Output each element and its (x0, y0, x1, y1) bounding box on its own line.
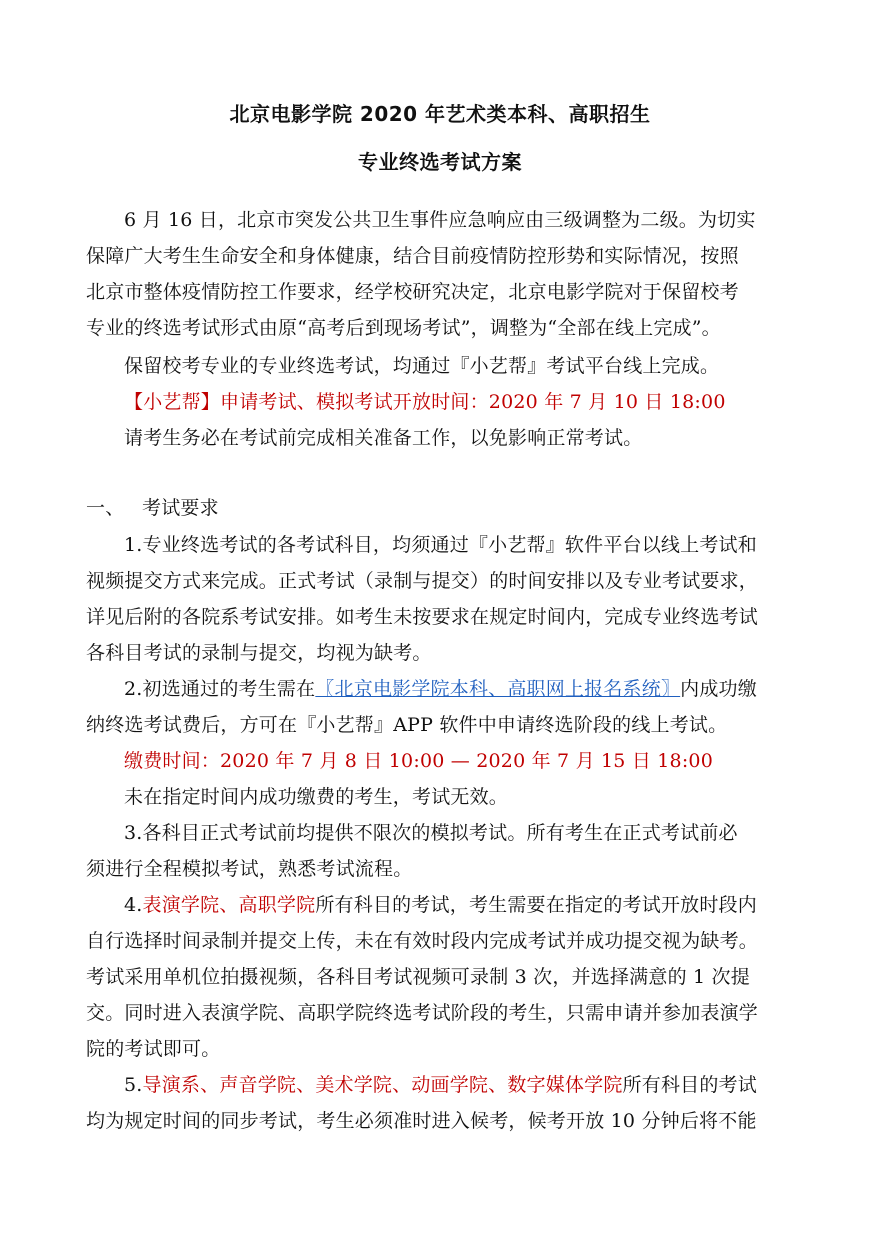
payment-note: 未在指定时间内成功缴费的考生，考试无效。 (124, 786, 509, 808)
item4-line3: 考试采用单机位拍摄视频，各科目考试视频可录制 3 次，并选择满意的 1 次提 (86, 966, 750, 988)
registration-system-link[interactable]: 〖北京电影学院本科、高职网上报名系统〗 (315, 678, 681, 700)
item4-schools: 表演学院、高职学院 (142, 894, 316, 916)
payment-time-notice: 缴费时间：2020 年 7 月 8 日 10:00 — 2020 年 7 月 15 日 18:00 (124, 750, 714, 772)
intro-p1-line4: 专业的终选考试形式由原“高考后到现场考试”，调整为“全部在线上完成”。 (86, 317, 721, 339)
section1-title: 考试要求 (142, 497, 219, 519)
item5-number: 5. (124, 1074, 143, 1096)
item5-schools: 导演系、声音学院、美术学院、动画学院、数字媒体学院 (142, 1074, 623, 1096)
section1-number: 一、 (86, 497, 125, 519)
item3-line2: 须进行全程模拟考试，熟悉考试流程。 (86, 858, 413, 880)
intro-p2: 保留校考专业的专业终选考试，均通过『小艺帮』考试平台线上完成。 (124, 355, 720, 377)
item2-line2: 纳终选考试费后，方可在『小艺帮』APP 软件中申请终选阶段的线上考试。 (86, 714, 728, 736)
item5-line2: 均为规定时间的同步考试，考生必须准时进入候考，候考开放 10 分钟后将不能 (86, 1110, 757, 1132)
item1-line3: 详见后附的各院系考试安排。如考生未按要求在规定时间内，完成专业终选考试 (86, 606, 759, 628)
item3-line1: 3.各科目正式考试前均提供不限次的模拟考试。所有考生在正式考试前必 (124, 822, 738, 844)
item4-line4: 交。同时进入表演学院、高职学院终选考试阶段的考生，只需申请并参加表演学 (86, 1002, 759, 1024)
item1-line2: 视频提交方式来完成。正式考试（录制与提交）的时间安排以及专业考试要求， (86, 570, 759, 592)
intro-p3: 请考生务必在考试前完成相关准备工作，以免影响正常考试。 (124, 427, 643, 449)
app-open-time-notice: 【小艺帮】申请考试、模拟考试开放时间：2020 年 7 月 10 日 18:00 (124, 391, 726, 413)
section1-heading (86, 496, 798, 520)
document-title-line1: 北京电影学院 2020 年艺术类本科、高职招生 (229, 102, 651, 126)
item1-line1: 1.专业终选考试的各考试科目，均须通过『小艺帮』软件平台以线上考试和 (124, 534, 757, 556)
item4-text: 所有科目的考试，考生需要在指定的考试开放时段内 (315, 894, 757, 916)
item4-line1 (124, 893, 798, 917)
intro-p1-line1: 6 月 16 日，北京市突发公共卫生事件应急响应由三级调整为二级。为切实 (124, 209, 756, 231)
document-title-line2: 专业终选考试方案 (358, 150, 522, 174)
intro-p1-line3: 北京市整体疫情防控工作要求，经学校研究决定，北京电影学院对于保留校考 (86, 281, 739, 303)
intro-p1-line2: 保障广大考生生命安全和身体健康，结合目前疫情防控形势和实际情况，按照 (86, 245, 739, 267)
item2-line1 (124, 677, 798, 701)
item2-text-post: 内成功缴 (680, 678, 757, 700)
item1-line4: 各科目考试的录制与提交，均视为缺考。 (86, 642, 432, 664)
item4-line2: 自行选择时间录制并提交上传，未在有效时段内完成考试并成功提交视为缺考。 (86, 930, 759, 952)
item4-line5: 院的考试即可。 (86, 1038, 221, 1060)
item5-text: 所有科目的考试 (622, 1074, 757, 1096)
item4-number: 4. (124, 894, 143, 916)
item5-line1 (124, 1073, 798, 1097)
item2-text-pre: 2.初选通过的考生需在 (124, 678, 316, 700)
